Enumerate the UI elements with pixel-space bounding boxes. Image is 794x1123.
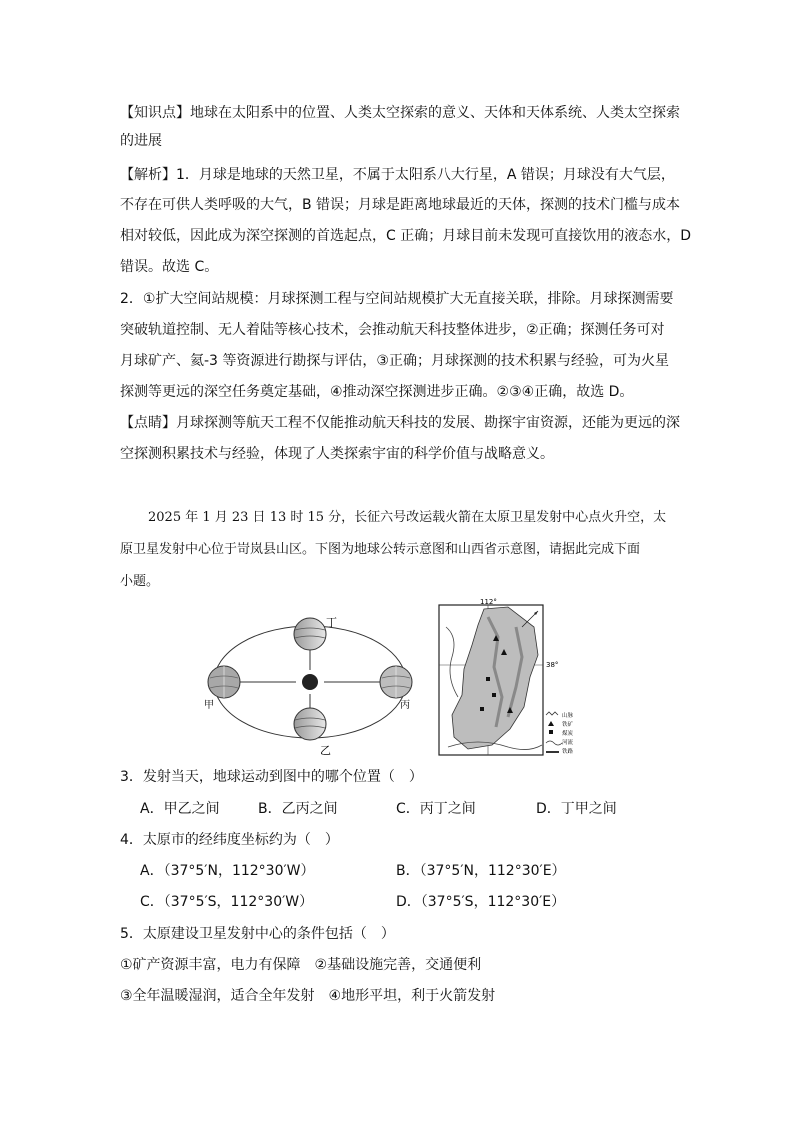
q3-option-d[interactable]: D．丁甲之间 [536, 801, 617, 817]
analysis-p1-line-1: 【解析】1．月球是地球的天然卫星，不属于太阳系八大行星，A 错误；月球没有大气层， [120, 167, 675, 183]
shanxi-map-figure [438, 597, 576, 757]
q5-statements-line-2: ③全年温暖湿润，适合全年发射 ④地形平坦，利于火箭发射 [120, 988, 496, 1004]
knowledge-point-line-1: 【知识点】地球在太阳系中的位置、人类太空探索的意义、天体和天体系统、人类太空探索 [120, 105, 680, 121]
svg-text:山脉: 山脉 [562, 713, 574, 719]
svg-text:铁路: 铁路 [562, 749, 574, 755]
analysis-p1-line-3: 相对较低，因此成为深空探测的首选起点，C 正确；月球目前未发现可直接饮用的液态水，D [120, 228, 692, 244]
label-jia: 甲 [204, 700, 214, 711]
q3-option-b[interactable]: B．乙丙之间 [258, 801, 338, 817]
analysis-p2-line-3: 月球矿产、氦-3 等资源进行勘探与评估，③正确；月球探测的技术积累与经验，可为火星 [120, 353, 669, 369]
tip-line-1: 【点睛】月球探测等航天工程不仅能推动航天科技的发展、勘探宇宙资源，还能为更远的深 [120, 415, 680, 431]
latitude-label: 38° [546, 661, 559, 669]
longitude-label: 112° [480, 598, 497, 606]
question-4-stem: 4．太原市的经纬度坐标约为（ ） [120, 832, 339, 848]
earth-yi-icon [294, 708, 326, 740]
question-3-stem: 3．发射当天，地球运动到图中的哪个位置（ ） [120, 769, 423, 785]
q5-statements-line-1: ①矿产资源丰富，电力有保障 ②基础设施完善，交通便利 [120, 957, 482, 973]
analysis-p1-line-2: 不存在可供人类呼吸的大气，B 错误；月球是距离地球最近的天体，探测的技术门槛与成本 [120, 197, 681, 213]
q4-option-b[interactable]: B．（37°5′N，112°30′E） [396, 863, 566, 879]
stem-line-1: 2025 年 1 月 23 日 13 时 15 分，长征六号改运载火箭在太原卫星发射中心点火升空，太 [148, 510, 667, 525]
knowledge-point-line-2: 的进展 [120, 133, 162, 149]
analysis-p2-line-1: 2．①扩大空间站规模：月球探测工程与空间站规模扩大无直接关联，排除。月球探测需要 [120, 291, 674, 307]
earth-jia-icon [208, 666, 240, 698]
q3-option-c[interactable]: C．丙丁之间 [396, 801, 476, 817]
sun-icon [302, 674, 318, 690]
q4-option-d[interactable]: D．（37°5′S，112°30′E） [396, 894, 566, 910]
label-yi: 乙 [320, 744, 331, 757]
svg-text:铁矿: 铁矿 [562, 722, 574, 728]
map-legend [546, 711, 574, 755]
earth-orbit-figure [200, 608, 420, 758]
label-bing: 丙 [400, 700, 410, 711]
q3-option-a[interactable]: A．甲乙之间 [140, 801, 220, 817]
analysis-p2-line-2: 突破轨道控制、无人着陆等核心技术，会推动航天科技整体进步，②正确；探测任务可对 [120, 322, 665, 338]
svg-text:河流: 河流 [562, 740, 574, 746]
q4-option-c[interactable]: C．（37°5′S，112°30′W） [140, 894, 314, 910]
earth-ding-icon [294, 618, 326, 650]
stem-line-2: 原卫星发射中心位于岢岚县山区。下图为地球公转示意图和山西省示意图，请据此完成下面 [120, 542, 641, 557]
tip-line-2: 空探测积累技术与经验，体现了人类探索宇宙的科学价值与战略意义。 [120, 446, 554, 462]
svg-text:煤炭: 煤炭 [562, 731, 574, 737]
stem-line-3: 小题。 [120, 574, 160, 589]
q4-option-a[interactable]: A．（37°5′N，112°30′W） [140, 863, 315, 879]
analysis-p1-line-4: 错误。故选 C。 [120, 259, 219, 275]
question-5-stem: 5．太原建设卫星发射中心的条件包括（ ） [120, 926, 395, 942]
analysis-p2-line-4: 探测等更远的深空任务奠定基础，④推动深空探测进步正确。②③④正确，故选 D。 [120, 384, 634, 400]
earth-bing-icon [380, 666, 412, 698]
label-ding: 丁 [326, 616, 337, 629]
